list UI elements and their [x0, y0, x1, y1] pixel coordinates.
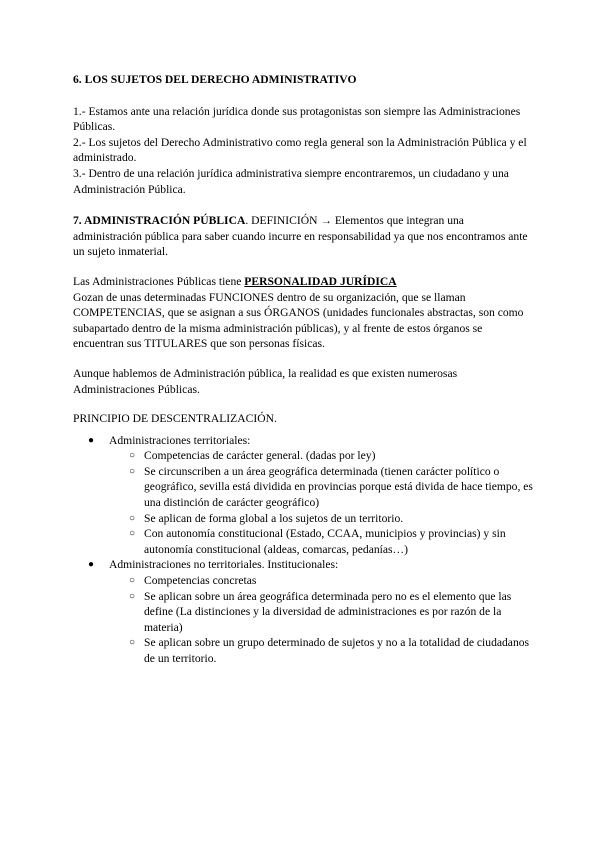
- section-6-title: 6. LOS SUJETOS DEL DERECHO ADMINISTRATIVO: [73, 73, 357, 86]
- circle-bullet-icon: ○: [129, 575, 136, 587]
- personalidad-highlight: PERSONALIDAD JURÍDICA: [244, 274, 397, 288]
- circle-bullet-icon: ○: [129, 450, 136, 462]
- group-label: Administraciones no territoriales. Institucionales:: [109, 558, 339, 572]
- section-7-paragraph: [73, 213, 535, 260]
- circle-bullet-icon: ○: [129, 512, 136, 524]
- circle-bullet-icon: ○: [129, 590, 136, 602]
- document-content: [73, 72, 535, 667]
- list-item-text: Se circunscriben a un área geográfica determinada (tienen carácter político o geográfico, sevilla está dividida en provincias porque está divida de hace tiempo, es una distinción de carácter geográfico): [144, 464, 533, 510]
- list-item: [109, 511, 535, 527]
- circle-bullet-icon: ○: [129, 528, 136, 540]
- list-item-text: Se aplican sobre un grupo determinado de sujetos y no a la totalidad de ciudadanos de un territorio.: [144, 636, 530, 665]
- principio-heading: PRINCIPIO DE DESCENTRALIZACIÓN.: [73, 412, 277, 426]
- bullet-icon: ●: [88, 434, 95, 446]
- list-item: [109, 589, 535, 636]
- list-item-text: Con autonomía constitucional (Estado, CCAA, municipios y provincias) y sin autonomía constitucional (aldeas, comarcas, pedanías…): [144, 527, 506, 556]
- list-item: [109, 448, 535, 464]
- group-label: Administraciones territoriales:: [109, 433, 251, 447]
- section-7-title: 7. ADMINISTRACIÓN PÚBLICA: [73, 214, 246, 228]
- list-item-text: Se aplican de forma global a los sujetos de un territorio.: [144, 511, 404, 525]
- personalidad-prefix: Las Administraciones Públicas tiene: [73, 274, 245, 288]
- section-6-item-3: 3.- Dentro de una relación jurídica administrativa siempre encontraremos, un ciudadano y una Administración Pública.: [73, 166, 509, 196]
- sub-list: [109, 573, 535, 667]
- sub-list: [109, 448, 535, 557]
- personalidad-line: [73, 274, 535, 290]
- list-item-text: Se aplican sobre un área geográfica determinada pero no es el elemento que las define (La distinciones y la diversidad de administraciones es por razón de la materia): [144, 589, 512, 634]
- circle-bullet-icon: ○: [129, 465, 136, 477]
- list-item: [109, 526, 535, 557]
- list-group-no-territoriales: [73, 557, 535, 666]
- section-7-definition: . DEFINICIÓN → Elementos que integran una administración pública para saber cuando incurre en responsabilidad ya que nos encontramos ante un sujeto inmaterial.: [73, 214, 528, 259]
- section-6-item-1: 1.- Estamos ante una relación jurídica donde sus protagonistas son siempre las Administraciones Públicas.: [73, 104, 521, 134]
- list-item-text: Competencias de carácter general. (dadas por ley): [144, 449, 376, 463]
- section-6-item-2: 2.- Los sujetos del Derecho Administrativo como regla general son la Administración Pública y el administrado.: [73, 135, 527, 165]
- list-group-territoriales: [73, 433, 535, 558]
- list-item: [109, 573, 535, 589]
- list-item: [109, 635, 535, 666]
- funciones-paragraph: Gozan de unas determinadas FUNCIONES dentro de su organización, que se llaman COMPETENCIAS, que se asignan a sus ÓRGANOS (unidades funcionales abstractas, son como subapartado dentro de la misma administración públicas), y al frente de estos órganos se encuentran sus TITULARES que son personas físicas.: [73, 290, 524, 351]
- bullet-icon: ●: [88, 559, 95, 571]
- aunque-paragraph: Aunque hablemos de Administración pública, la realidad es que existen numerosas Administraciones Públicas.: [73, 366, 458, 396]
- administraciones-list: [73, 433, 535, 667]
- list-item-text: Competencias concretas: [144, 574, 257, 588]
- circle-bullet-icon: ○: [129, 637, 136, 649]
- list-item: [109, 464, 535, 511]
